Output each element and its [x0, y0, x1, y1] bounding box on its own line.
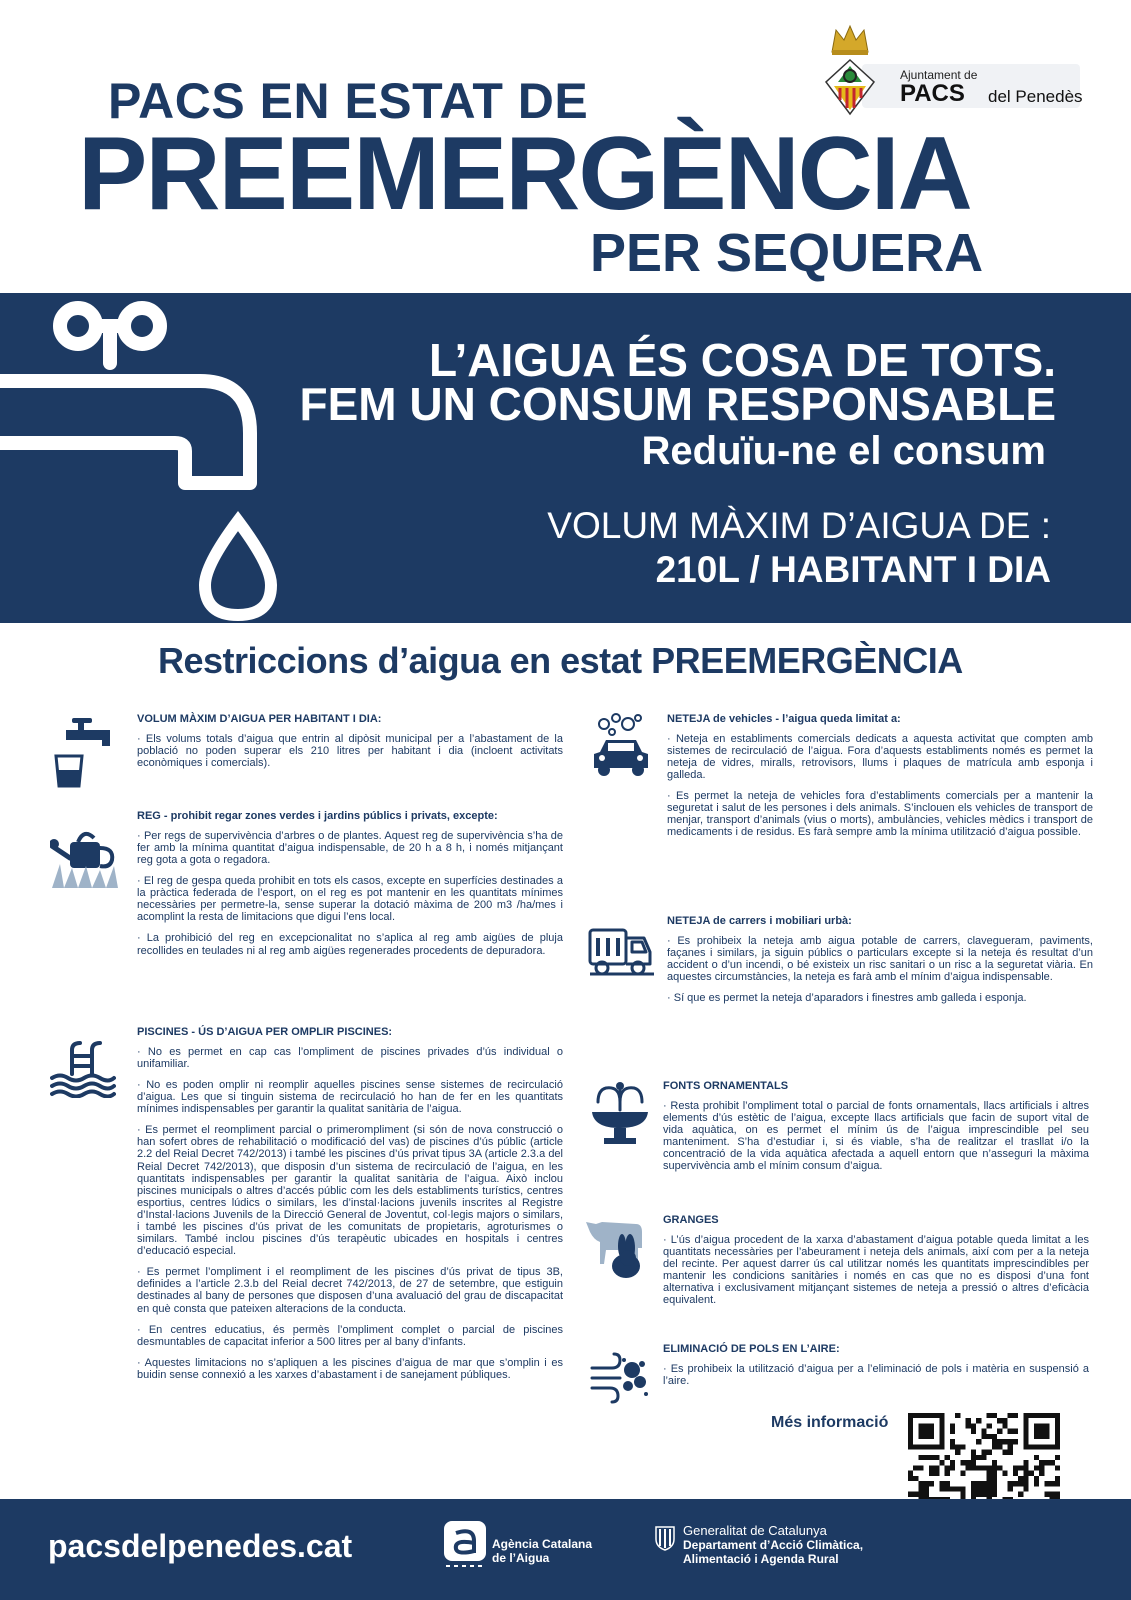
banner-line-1: L’AIGUA ÉS COSA DE TOTS. [428, 334, 1056, 386]
aca-line-2: de l’Aigua [492, 1551, 550, 1565]
title-line-2: PREEMERGÈNCIA [78, 116, 971, 232]
generalitat-logo-icon [654, 1525, 676, 1551]
section-reg-para: · Per regs de supervivència d’arbres o de plantes. Aquest reg de supervivència s’ha de fer amb la mínima quantitat d’aigua indispensable, de 20 h a 8 h, i només mitjançant reg gota a gota o regadora. [137, 830, 563, 866]
footer [0, 1499, 1131, 1600]
car-wash-icon [590, 712, 652, 778]
restrictions-title-part-2: PREEMERGÈNCIA [651, 640, 963, 681]
section-granges [663, 1214, 1089, 1315]
section-pols-title: ELIMINACIÓ DE POLS EN L’AIRE: [663, 1343, 840, 1355]
section-piscines-para: · No es poden omplir ni reomplir aquelles piscines sense sistemes de recirculació d’aigua. Les que si tinguin sistema de recirculació ho han de fer en les quantitats mínimes indispensables per garantir la qualitat sanitària de l’aigua. [137, 1079, 563, 1115]
gen-line-3: Alimentació i Agenda Rural [683, 1552, 839, 1566]
section-piscines-para: · Es permet l’ompliment i el reompliment de les piscines d’ús privat de tipus 3B, definides a l’article 2.3.b del Reial decret 742/2013, de 27 de setembre, que estiguin destinades al bany de persones que disposen d’una avaluació del grau de discapacitat en què consta que pateixen alteracions de la conducta. [137, 1266, 563, 1314]
swimming-pool-icon [50, 1040, 116, 1098]
gen-line-1: Generalitat de Catalunya [683, 1523, 827, 1538]
gen-line-2: Departament d’Acció Climàtica, [683, 1538, 864, 1552]
section-fonts [663, 1080, 1089, 1181]
banner-line-2: FEM UN CONSUM RESPONSABLE [299, 378, 1056, 430]
water-tap-icon [0, 293, 300, 623]
dust-wind-icon [590, 1350, 650, 1404]
title-line-1: PACS EN ESTAT DE [108, 73, 589, 129]
aca-line-1: Agència Catalana [492, 1537, 593, 1551]
section-vehicles-para: · Es permet la neteja de vehicles fora d’establiments comercials per a mantenir la seguretat i salut de les persones i dels animals. S’inclouen els vehicles de transport de menjar, transport d’animals (vius o morts), ambulàncies, vehicles mèdics i transport de medicaments i de residus. Es farà sempre amb la mínima utilització d’aigua possible. [667, 790, 1093, 838]
banner-line-5: 210L / HABITANT I DIA [655, 549, 1051, 590]
aca-logo-icon [444, 1521, 486, 1569]
section-vehicles-title [667, 713, 1093, 727]
section-fonts-para: · Resta prohibit l’ompliment total o parcial de fonts ornamentals, llacs artificials i altres elements d’ús estètic de l’aigua, excepte llacs artificials que facin de suport vital de vida aquàtica, on es permet el mínim ús de l’aigua imprescindible pel seu manteniment. S’ha d’estudiar i, si és viable, s’ha de realitzar el trasllat i/o la concentració de la vida aquàtica afectada a aquell entorn que n’asseguri la màxima supervivència amb el mínim consum d’aigua. [663, 1100, 1089, 1173]
fountain-icon [590, 1080, 650, 1146]
section-vehicles-para: · Neteja en establiments comercials dedicats a aquesta activitat que compten amb sistemes de recirculació de l’aigua. Fora d’aquests establiments només es permet la neteja de vidres, miralls, retrovisors, llums i plaques de matrícula amb esponja i galleda. [667, 733, 1093, 781]
section-piscines-para: · En centres educatius, és permès l’ompliment complet o parcial de piscines desmuntables de capacitat inferior a 500 litres per al bany d’infants. [137, 1324, 563, 1348]
title-line-3: PER SEQUERA [590, 223, 984, 283]
section-carrers-title-rest: de carrers i mobiliari urbà: [710, 915, 852, 927]
section-carrers [667, 915, 1093, 1013]
banner-line-4: VOLUM MÀXIM D’AIGUA DE : [547, 505, 1051, 546]
section-carrers-para: · Sí que es permet la neteja d’aparadors i finestres amb galleda i esponja. [667, 992, 1093, 1004]
section-vehicles [667, 713, 1093, 848]
banner-line-3: Reduïu-ne el consum [641, 429, 1046, 473]
section-granges-title: GRANGES [663, 1214, 719, 1226]
section-reg-title: REG - prohibit regar zones verdes i jardins públics i privats, excepte: [137, 810, 498, 822]
tap-glass-icon [52, 712, 116, 788]
logo-line-3: del Penedès [988, 87, 1083, 106]
section-volum-para: · Els volums totals d’aigua que entrin al dipòsit municipal per a l’abastament de la població no poden superar els 210 litres per habitant i dia (incloent activitats econòmiques i comercials). [137, 733, 563, 769]
logo-line-2: PACS [900, 80, 965, 107]
section-pols [663, 1343, 1089, 1396]
restrictions-title-part-1: Restriccions d’aigua en estat [158, 640, 652, 681]
header [0, 0, 1131, 293]
restrictions-title [158, 640, 963, 682]
section-piscines-para: · Es permet el reompliment parcial o primerompliment (si són de nova construcció o han sofert obres de rehabilitació o modificació del vas) de piscines d’ús públic (article 2.2 del Reial Decret 742/2013) i també les piscines d’ús privat tipus 3A (article 2.3.a del Reial Decret 742/2013), que disposin d’un sistema de recirculació de l’aigua, en les quantitats indispensables per garantir la qualitat sanitària de l’aigua. Això inclou piscines municipals o altres d’accés públic com les dels establiments turístics, centres esportius, centres lúdics o similars, les d’instal·lacions juvenils inscrites al Registre d’Instal·lacions Juvenils de la Direcció General de Joventut, col·legis majors o similars, i també les piscines d’ús privat de les comunitats de propietaris, agroturismes o similars. També inclou piscines d’ús terapèutic ubicades en hospitals i centres d’educació especial. [137, 1124, 563, 1257]
section-reg-para: · La prohibició del reg en excepcionalitat no s’aplica al reg amb aigües de pluja recollides en teulades ni al reg amb aigües regenerades procedents de depuradora. [137, 932, 563, 956]
section-piscines-para: · No es permet en cap cas l’ompliment de piscines privades d’ús individual o unifamiliar. [137, 1046, 563, 1070]
farm-animals-icon [582, 1212, 652, 1282]
section-carrers-para: · Es prohibeix la neteja amb aigua potable de carrers, clavegueram, paviments, façanes i similars, ja siguin públics o particulars excepte si la neteja és resultat d’un accident o d’un incendi, o bé existeix un risc sanitari o un risc a la seguretat viària. En aquestes circumstàncies, la neteja es farà amb el mínim d’aigua indispensable. [667, 935, 1093, 983]
section-volum-title: VOLUM MÀXIM D’AIGUA PER HABITANT I DIA: [137, 713, 382, 725]
section-piscines-title: PISCINES - ÚS D’AIGUA PER OMPLIR PISCINES: [137, 1026, 393, 1038]
section-pols-para: · Es prohibeix la utilització d’aigua per a l’eliminació de pols i matèria en suspensió a l’aire. [663, 1363, 1089, 1387]
street-sweeper-icon [586, 924, 656, 980]
section-reg-para: · El reg de gespa queda prohibit en tots els casos, excepte en superfícies destinades a la pràctica federada de l’esport, on el reg es pot mantenir en les quantitats mínimes necessàries per permetre-la, sense superar la dotació màxima de 200 m3 /ha/mes i acomplint la resta de limitacions que digui l’ens local. [137, 875, 563, 923]
logo-line-1: Ajuntament de [900, 68, 978, 82]
section-vehicles-title-bold: NETEJA [667, 713, 710, 725]
section-reg [137, 810, 563, 966]
section-piscines [137, 1026, 563, 1390]
website-link[interactable]: pacsdelpenedes.cat [48, 1528, 353, 1564]
section-carrers-title [667, 915, 1093, 929]
section-carrers-title-bold: NETEJA [667, 915, 710, 927]
section-piscines-para: · Aquestes limitacions no s’apliquen a les piscines d’aigua de mar que s’omplin i es buidin sense connexió a les xarxes d’abastament i de sanejament públiques. [137, 1357, 563, 1381]
section-volum [137, 713, 563, 778]
banner [0, 293, 1131, 623]
section-fonts-title: FONTS ORNAMENTALS [663, 1080, 789, 1092]
section-granges-para: · L’ús d’aigua procedent de la xarxa d’abastament d’aigua potable queda limitat a les quantitats necessàries per l’abeurament i neteja dels animals, així com per a la neteja del recinte. Per aquest darrer ús cal utilitzar només les quantitats imprescindibles per mantenir les condicions sanitàries i només en cas que no es disposi d’una font alternativa i exclusivament mitjançant sistemes de neteja a pressió o altres d’eficàcia equivalent. [663, 1234, 1089, 1307]
watering-can-icon [50, 820, 120, 888]
town-council-logo [822, 24, 1082, 124]
more-info-label: Més informació [771, 1414, 889, 1431]
section-vehicles-title-rest: de vehicles - l’aigua queda limitat a: [710, 713, 901, 725]
